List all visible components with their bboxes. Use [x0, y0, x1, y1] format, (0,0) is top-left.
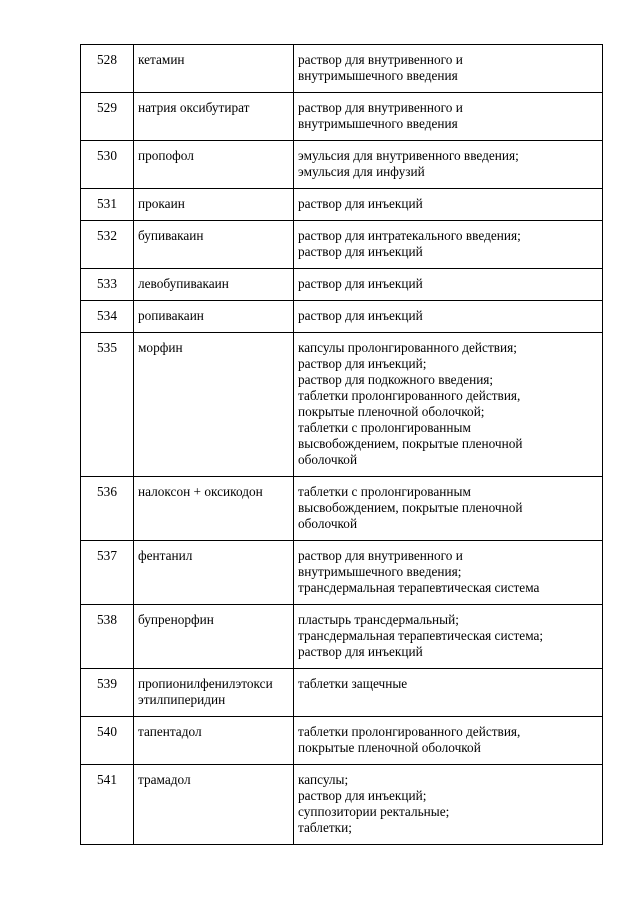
- drug-name-line: бупренорфин: [138, 612, 214, 627]
- drug-name-cell: [134, 669, 294, 717]
- dosage-form-cell: [294, 189, 603, 221]
- dosage-form-line: раствор для инъекций;: [298, 356, 427, 371]
- dosage-form-cell: [294, 669, 603, 717]
- table-row: [81, 93, 603, 141]
- table-body: [81, 45, 603, 845]
- dosage-form-line: высвобождением, покрытые пленочной: [298, 500, 523, 515]
- table-row: [81, 221, 603, 269]
- dosage-form-cell: [294, 269, 603, 301]
- dosage-form-line: раствор для инъекций: [298, 196, 423, 211]
- dosage-form-line: таблетки пролонгированного действия,: [298, 388, 521, 403]
- row-number: 539: [81, 669, 134, 717]
- drug-name-line: трамадол: [138, 772, 191, 787]
- dosage-form-line: внутримышечного введения;: [298, 564, 462, 579]
- dosage-form-line: раствор для внутривенного и: [298, 52, 463, 67]
- table-row: [81, 669, 603, 717]
- drug-name-line: тапентадол: [138, 724, 202, 739]
- drug-name-cell: [134, 605, 294, 669]
- row-number: 531: [81, 189, 134, 221]
- drug-name-cell: [134, 45, 294, 93]
- dosage-form-line: таблетки пролонгированного действия,: [298, 724, 521, 739]
- dosage-form-line: таблетки с пролонгированным: [298, 484, 471, 499]
- row-number: 528: [81, 45, 134, 93]
- row-number: 534: [81, 301, 134, 333]
- row-number: 535: [81, 333, 134, 477]
- dosage-form-cell: [294, 541, 603, 605]
- drug-name-line: пропофол: [138, 148, 194, 163]
- dosage-form-line: эмульсия для инфузий: [298, 164, 425, 179]
- row-number: 541: [81, 765, 134, 845]
- dosage-form-cell: [294, 605, 603, 669]
- dosage-form-cell: [294, 45, 603, 93]
- drug-name-cell: [134, 333, 294, 477]
- drug-name-line: прокаин: [138, 196, 185, 211]
- drug-name-cell: [134, 301, 294, 333]
- dosage-form-line: эмульсия для внутривенного введения;: [298, 148, 519, 163]
- drug-name-cell: [134, 765, 294, 845]
- dosage-form-cell: [294, 93, 603, 141]
- drug-name-line: морфин: [138, 340, 183, 355]
- drug-name-cell: [134, 221, 294, 269]
- dosage-form-line: капсулы;: [298, 772, 349, 787]
- drug-name-cell: [134, 269, 294, 301]
- dosage-form-line: оболочкой: [298, 516, 358, 531]
- dosage-form-line: капсулы пролонгированного действия;: [298, 340, 517, 355]
- dosage-form-line: раствор для внутривенного и: [298, 100, 463, 115]
- dosage-form-line: покрытые пленочной оболочкой: [298, 740, 481, 755]
- table-row: [81, 189, 603, 221]
- table-row: [81, 269, 603, 301]
- dosage-form-cell: [294, 221, 603, 269]
- dosage-form-line: покрытые пленочной оболочкой;: [298, 404, 485, 419]
- drug-name-cell: [134, 189, 294, 221]
- dosage-form-line: таблетки с пролонгированным: [298, 420, 471, 435]
- dosage-form-cell: [294, 301, 603, 333]
- document-page: [80, 44, 603, 845]
- table-row: [81, 541, 603, 605]
- drug-name-cell: [134, 477, 294, 541]
- table-row: [81, 301, 603, 333]
- row-number: 532: [81, 221, 134, 269]
- table-row: [81, 333, 603, 477]
- dosage-form-line: внутримышечного введения: [298, 68, 458, 83]
- dosage-form-line: оболочкой: [298, 452, 358, 467]
- dosage-form-line: раствор для инъекций;: [298, 788, 427, 803]
- row-number: 538: [81, 605, 134, 669]
- drug-name-line: бупивакаин: [138, 228, 204, 243]
- drug-name-line: этилпиперидин: [138, 692, 226, 707]
- table-row: [81, 477, 603, 541]
- table-row: [81, 765, 603, 845]
- dosage-form-cell: [294, 141, 603, 189]
- drug-name-line: ропивакаин: [138, 308, 204, 323]
- dosage-form-line: трансдермальная терапевтическая система: [298, 580, 540, 595]
- table-row: [81, 141, 603, 189]
- dosage-form-line: таблетки;: [298, 820, 352, 835]
- dosage-form-cell: [294, 333, 603, 477]
- dosage-form-cell: [294, 717, 603, 765]
- table-row: [81, 45, 603, 93]
- table-row: [81, 605, 603, 669]
- dosage-form-line: раствор для инъекций: [298, 644, 423, 659]
- row-number: 529: [81, 93, 134, 141]
- drug-name-line: фентанил: [138, 548, 193, 563]
- drug-name-cell: [134, 717, 294, 765]
- dosage-form-line: пластырь трансдермальный;: [298, 612, 459, 627]
- drug-name-cell: [134, 93, 294, 141]
- dosage-form-cell: [294, 477, 603, 541]
- drug-name-cell: [134, 541, 294, 605]
- drug-name-cell: [134, 141, 294, 189]
- dosage-form-line: таблетки защечные: [298, 676, 408, 691]
- dosage-form-line: раствор для инъекций: [298, 276, 423, 291]
- drug-name-line: левобупивакаин: [138, 276, 229, 291]
- dosage-form-line: раствор для инъекций: [298, 308, 423, 323]
- drug-name-line: кетамин: [138, 52, 185, 67]
- dosage-form-line: трансдермальная терапевтическая система;: [298, 628, 544, 643]
- table-row: [81, 717, 603, 765]
- drug-name-line: пропионилфенилэтокси: [138, 676, 273, 691]
- dosage-form-line: раствор для внутривенного и: [298, 548, 463, 563]
- row-number: 537: [81, 541, 134, 605]
- dosage-form-line: раствор для инъекций: [298, 244, 423, 259]
- row-number: 533: [81, 269, 134, 301]
- dosage-form-line: раствор для интратекального введения;: [298, 228, 521, 243]
- row-number: 540: [81, 717, 134, 765]
- dosage-form-cell: [294, 765, 603, 845]
- dosage-form-line: раствор для подкожного введения;: [298, 372, 494, 387]
- row-number: 530: [81, 141, 134, 189]
- drug-name-line: налоксон + оксикодон: [138, 484, 263, 499]
- dosage-form-line: суппозитории ректальные;: [298, 804, 450, 819]
- drug-table: [80, 44, 603, 845]
- dosage-form-line: внутримышечного введения: [298, 116, 458, 131]
- row-number: 536: [81, 477, 134, 541]
- drug-name-line: натрия оксибутират: [138, 100, 250, 115]
- dosage-form-line: высвобождением, покрытые пленочной: [298, 436, 523, 451]
